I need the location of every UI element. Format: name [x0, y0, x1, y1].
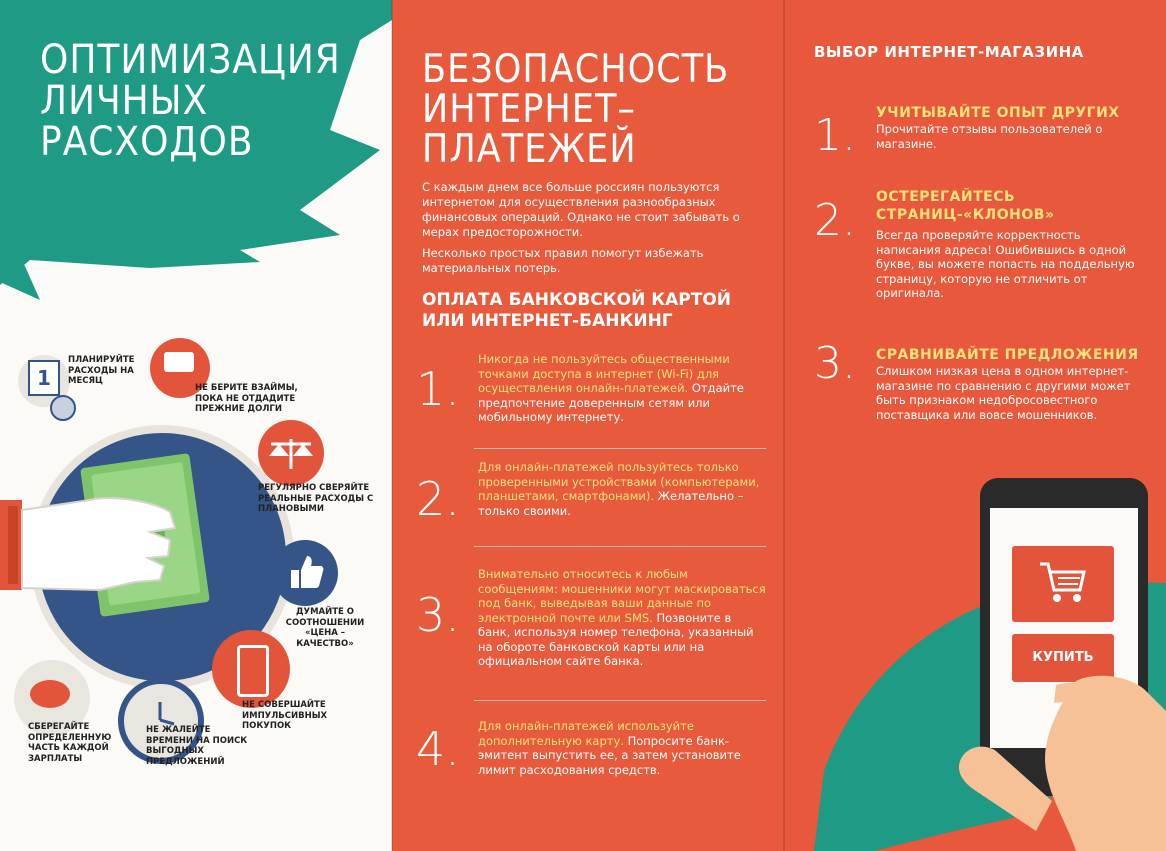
store-tip: [876, 104, 1148, 151]
rule-highlight: Внимательно относитесь к любым сообщениям: мошенники могут маскироваться под банк, выведывая ваши данные по электронной почте или SMS.: [478, 567, 766, 625]
item-number: 3.: [416, 588, 460, 642]
thumbs-up-glyph: [285, 552, 325, 592]
store-tip-title: УЧИТЫВАЙТЕ ОПЫТ ДРУГИХ: [876, 105, 1120, 121]
item-number: 2.: [416, 472, 460, 526]
rule-text: Попросите банк-эмитент выпустить ее, а затем установите лимит расходования средств.: [478, 733, 741, 777]
payment-rule: [478, 719, 766, 777]
tip-search-deals: НЕ ЖАЛЕЙТЕ ВРЕМЕНИ НА ПОИСК ВЫГОДНЫХ ПРЕДЛОЖЕНИЙ: [146, 725, 248, 767]
item-number: 1.: [416, 362, 460, 416]
shopping-cart-icon: [1038, 560, 1088, 606]
panel2-intro-2: Несколько простых правил помогут избежать материальных потерь.: [422, 246, 704, 275]
item-number: 1.: [814, 110, 856, 161]
panel1-title-line: ЛИЧНЫХ: [40, 77, 209, 124]
fold-line: [391, 0, 393, 851]
store-tip-text: Прочитайте отзывы пользователей о магазине.: [876, 122, 1103, 151]
finger-hand-icon: [956, 651, 1166, 851]
panel1-title: [40, 37, 341, 165]
divider: [474, 700, 766, 701]
panel3-heading: ВЫБОР ИНТЕРНЕТ-МАГАЗИНА: [814, 43, 1084, 61]
panel1-title-line: ОПТИМИЗАЦИЯ: [40, 37, 341, 83]
item-number: 2.: [814, 195, 856, 246]
phone-glyph: [237, 645, 269, 697]
divider: [474, 546, 766, 547]
wallet-shape: [164, 352, 194, 372]
store-tip-text: Всегда проверяйте корректность написания адреса! Ошибившись в одной букве, вы можете попасть на поддельную страницу, которую не отличить от оригинала.: [876, 228, 1135, 300]
rule-highlight: Для онлайн-платежей используйте дополнительную карту.: [478, 719, 694, 748]
panel-expenses: [0, 0, 392, 851]
scales-glyph: [266, 434, 316, 474]
store-tip: [876, 346, 1148, 422]
store-tip-text: Слишком низкая цена в одном интернет-магазине по сравнению с другими может быть признаком недобросовестного поставщика или вовсе мошенников.: [876, 364, 1131, 422]
buy-button[interactable]: КУПИТЬ: [1012, 634, 1114, 682]
item-number: 4.: [416, 722, 460, 776]
payment-rule: [478, 352, 766, 425]
panel2-subtitle: [422, 290, 731, 332]
fold-line: [783, 0, 785, 851]
piggy-glyph: [30, 680, 70, 708]
rule-text: Отдайте предпочтение доверенным сетям или мобильному интернету.: [478, 381, 744, 424]
panel-payments-security: [392, 0, 784, 851]
store-tip: [876, 188, 1148, 301]
rule-text: Позвоните в банк, используя номер телефона, указанный на обороте банковской карты или на официальном сайте банка.: [478, 610, 754, 668]
tip-compare-expenses: РЕГУЛЯРНО СВЕРЯЙТЕ РЕАЛЬНЫЕ РАСХОДЫ С ПЛАНОВЫМИ: [258, 483, 374, 514]
panel2-subtitle-line: ОПЛАТА БАНКОВСКОЙ КАРТОЙ: [422, 290, 732, 310]
payment-rule: [478, 567, 766, 669]
coins-icon: [50, 395, 76, 421]
tip-save-salary: СБЕРЕГАЙТЕ ОПРЕДЕЛЕННУЮ ЧАСТЬ КАЖДОЙ ЗАРПЛАТЫ: [28, 722, 112, 764]
panel2-title-line: БЕЗОПАСНОСТЬ: [422, 47, 730, 92]
panel2-title: [422, 47, 784, 172]
rule-highlight: Никогда не пользуйтесь общественными точками доступа в интернет (Wi-Fi) для осуществления онлайн-платежей.: [478, 352, 730, 395]
tip-no-new-debts: НЕ БЕРИТЕ ВЗАЙМЫ, ПОКА НЕ ОТДАДИТЕ ПРЕЖНИЕ ДОЛГИ: [195, 383, 298, 414]
panel1-title-line: РАСХОДОВ: [40, 118, 254, 165]
rule-highlight: Для онлайн-платежей пользуйтесь только проверенными устройствами (компьютерами, планшетами, смартфонами).: [478, 460, 760, 503]
tip-plan-expenses: ПЛАНИРУЙТЕ РАСХОДЫ НА МЕСЯЦ: [68, 355, 135, 386]
calendar-page: 1: [28, 360, 60, 396]
hand-money-icon: [0, 440, 300, 660]
divider: [474, 448, 766, 449]
store-tip-title: СРАВНИВАЙТЕ ПРЕДЛОЖЕНИЯ: [876, 347, 1139, 363]
tip-no-impulse: НЕ СОВЕРШАЙТЕ ИМПУЛЬСИВНЫХ ПОКУПОК: [242, 700, 328, 731]
rule-text: Желательно – только своими.: [478, 489, 744, 518]
panel2-subtitle-line: ИЛИ ИНТЕРНЕТ-БАНКИНГ: [422, 311, 673, 331]
item-number: 3.: [814, 338, 856, 389]
payment-rule: [478, 460, 766, 518]
store-tip-title: ОСТЕРЕГАЙТЕСЬ СТРАНИЦ-«КЛОНОВ»: [876, 189, 1055, 223]
tip-price-quality: ДУМАЙТЕ О СООТНОШЕНИИ «ЦЕНА – КАЧЕСТВО»: [285, 607, 365, 649]
panel-online-store: [784, 0, 1166, 851]
panel2-title-line: ИНТЕРНЕТ–ПЛАТЕЖЕЙ: [422, 86, 637, 172]
panel2-intro: С каждым днем все больше россиян пользуются интернетом для осуществления разнообразных финансовых операций. Однако не стоит забывать о мерах предосторожности.: [422, 180, 740, 239]
